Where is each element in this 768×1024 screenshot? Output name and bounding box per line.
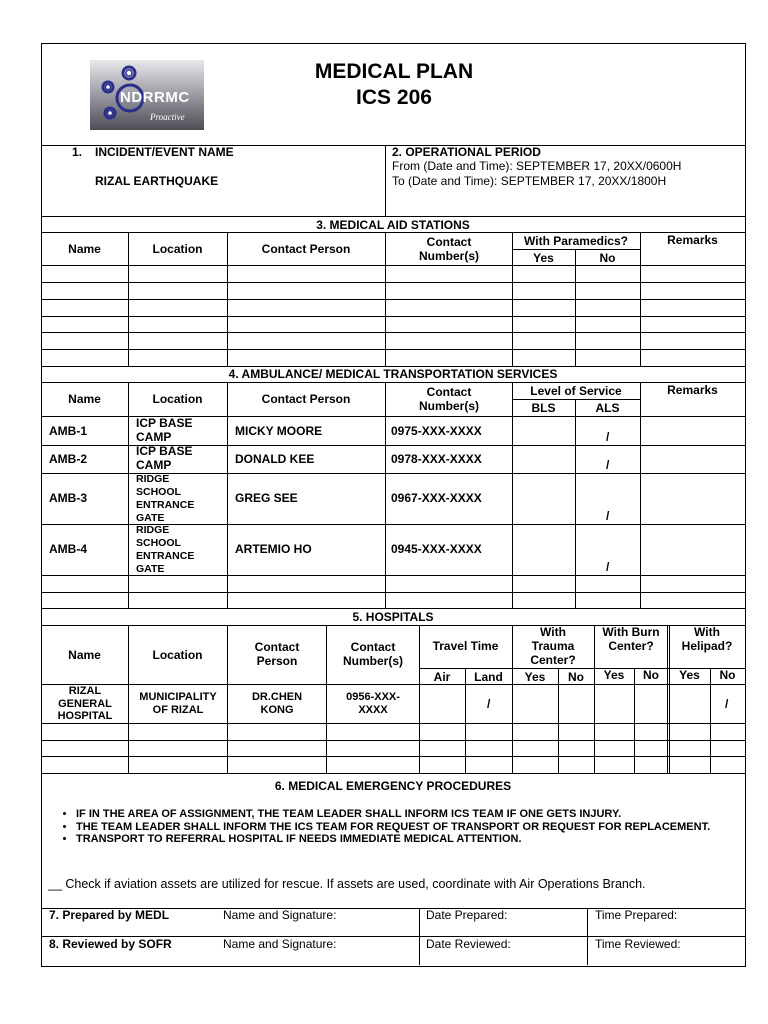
amb-row-person: MICKY MOORE <box>235 424 323 438</box>
incident-number: 1. <box>72 145 83 159</box>
hosp-col-contact-number: Contact Number(s) <box>342 640 403 668</box>
hosp-row-land-mark: / <box>487 697 491 711</box>
hosp-col-helipad-yes: Yes <box>679 668 700 682</box>
amb-row-number: 0975-XXX-XXXX <box>391 424 482 438</box>
hosp-row-number: 0956-XXX-XXXX <box>346 691 400 716</box>
procedure-list <box>52 808 716 846</box>
amb-row-location: ICP BASE CAMP <box>136 444 193 472</box>
hosp-col-air: Air <box>433 670 451 684</box>
hosp-row-helipad-no-mark: / <box>725 697 729 711</box>
aid-col-remarks: Remarks <box>667 233 718 247</box>
form-code: ICS 206 <box>356 86 432 109</box>
amb-col-level: Level of Service <box>530 384 622 398</box>
aid-col-name: Name <box>68 242 101 256</box>
ambulance-services-title: 4. AMBULANCE/ MEDICAL TRANSPORTATION SERVICES <box>228 367 558 381</box>
hosp-col-burn-yes: Yes <box>603 668 625 682</box>
hosp-col-trauma-yes: Yes <box>524 670 546 684</box>
hosp-col-burn: With Burn Center? <box>602 625 660 653</box>
hosp-row-person: DR.CHEN KONG <box>251 691 303 716</box>
amb-row-als-mark: / <box>606 430 610 444</box>
amb-row-name: AMB-4 <box>49 542 87 556</box>
form-title: MEDICAL PLAN <box>314 60 474 83</box>
procedure-item: • THE TEAM LEADER SHALL INFORM THE ICS TEAM FOR REQUEST OF TRANSPORT OR REQUEST FOR REPLACEMENT. <box>76 821 716 834</box>
amb-row-als-mark: / <box>606 560 610 574</box>
emergency-procedures-title: 6. MEDICAL EMERGENCY PROCEDURES <box>274 779 512 793</box>
reviewed-signature-field[interactable]: Name and Signature: <box>223 937 337 951</box>
amb-row-als-mark: / <box>606 458 610 472</box>
operational-period-to: To (Date and Time): SEPTEMBER 17, 20XX/1800H <box>392 174 667 188</box>
amb-row-number: 0945-XXX-XXXX <box>391 542 482 556</box>
aid-col-no: No <box>599 251 616 265</box>
hosp-col-travel-time: Travel Time <box>432 639 499 653</box>
amb-row-name: AMB-1 <box>49 424 87 438</box>
procedure-item: • IF IN THE AREA OF ASSIGNMENT, THE TEAM LEADER SHALL INFORM ICS TEAM IF ONE GETS INJURY. <box>76 808 716 821</box>
hosp-col-location: Location <box>152 648 203 662</box>
ndrrmc-logo <box>90 60 204 130</box>
aid-col-contact-number: Contact Number(s) <box>418 235 479 263</box>
aid-col-yes: Yes <box>533 251 554 265</box>
aviation-assets-checkbox[interactable]: __ Check if aviation assets are utilized for rescue. If assets are used, coordinate with Air Operations Branch. <box>48 877 646 891</box>
aid-col-paramedics: With Paramedics? <box>524 234 628 248</box>
hosp-col-land: Land <box>474 670 503 684</box>
amb-row-number: 0978-XXX-XXXX <box>391 452 482 466</box>
hosp-col-helipad: With Helipad? <box>681 625 733 653</box>
amb-col-contact-number: Contact Number(s) <box>418 385 479 413</box>
hosp-col-trauma-no: No <box>568 670 584 684</box>
amb-row-name: AMB-3 <box>49 491 87 505</box>
amb-row-location: ICP BASE CAMP <box>136 416 193 444</box>
amb-col-location: Location <box>152 392 203 406</box>
date-prepared-field[interactable]: Date Prepared: <box>426 908 508 922</box>
amb-row-location: RIDGE SCHOOL ENTRANCE GATE <box>136 473 195 524</box>
time-prepared-field[interactable]: Time Prepared: <box>595 908 678 922</box>
aid-col-contact-person: Contact Person <box>261 242 351 256</box>
amb-col-als: ALS <box>595 401 620 415</box>
amb-col-bls: BLS <box>531 401 556 415</box>
hosp-col-contact-person: Contact Person <box>254 640 300 668</box>
reviewed-by-label: 8. Reviewed by SOFR <box>49 937 172 951</box>
amb-col-remarks: Remarks <box>667 383 718 397</box>
hosp-col-helipad-no: No <box>719 668 736 682</box>
incident-label: INCIDENT/EVENT NAME <box>95 145 234 159</box>
amb-row-number: 0967-XXX-XXXX <box>391 491 482 505</box>
amb-col-contact-person: Contact Person <box>261 392 351 406</box>
hospitals-title: 5. HOSPITALS <box>352 610 434 624</box>
hosp-col-name: Name <box>68 648 101 662</box>
prepared-by-label: 7. Prepared by MEDL <box>49 908 170 922</box>
medical-aid-stations-title: 3. MEDICAL AID STATIONS <box>316 218 470 232</box>
amb-row-person: GREG SEE <box>235 491 298 505</box>
hosp-col-trauma: With Trauma Center? <box>530 625 576 667</box>
logo-text: NDRRMC <box>120 89 190 106</box>
incident-name: RIZAL EARTHQUAKE <box>95 174 219 188</box>
operational-period-from: From (Date and Time): SEPTEMBER 17, 20XX/0600H <box>392 159 682 173</box>
hosp-row-location: MUNICIPALITY OF RIZAL <box>139 691 217 716</box>
hosp-col-burn-no: No <box>643 668 659 682</box>
prepared-signature-field[interactable]: Name and Signature: <box>223 908 337 922</box>
logo-tagline: Proactive <box>150 112 185 122</box>
amb-row-als-mark: / <box>606 509 610 523</box>
amb-col-name: Name <box>68 392 101 406</box>
amb-row-person: ARTEMIO HO <box>235 542 312 556</box>
operational-period-label: 2. OPERATIONAL PERIOD <box>392 145 541 159</box>
procedure-item: • TRANSPORT TO REFERRAL HOSPITAL IF NEEDS IMMEDIATE MEDICAL ATTENTION. <box>76 833 716 846</box>
amb-row-person: DONALD KEE <box>235 452 315 466</box>
hosp-row-name: RIZAL GENERAL HOSPITAL <box>57 685 113 722</box>
time-reviewed-field[interactable]: Time Reviewed: <box>595 937 681 951</box>
date-reviewed-field[interactable]: Date Reviewed: <box>426 937 511 951</box>
aid-col-location: Location <box>152 242 203 256</box>
amb-row-name: AMB-2 <box>49 452 87 466</box>
amb-row-location: RIDGE SCHOOL ENTRANCE GATE <box>136 524 195 575</box>
